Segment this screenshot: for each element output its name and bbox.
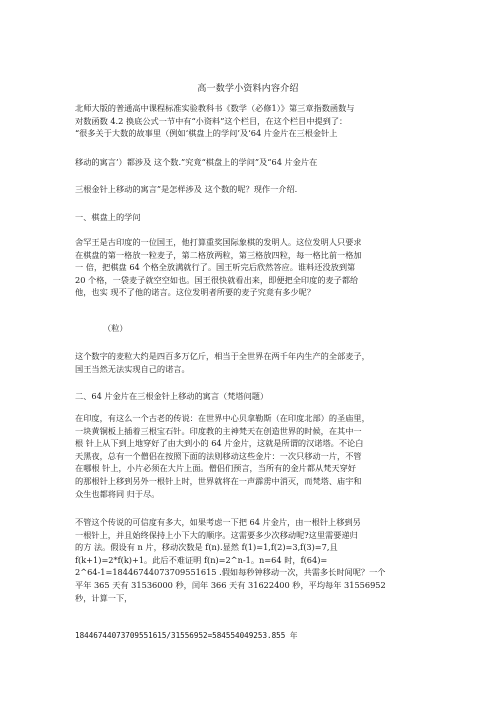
paragraph-line: 一块黄铜板上插着三根宝石针。印度教的主神梵天在创造世界的时候，在其中一: [75, 425, 362, 436]
paragraph-line: 秒，计算一下，: [75, 592, 133, 603]
paragraph-line: 在印度，有这么一个古老的传说：在世界中心贝拿勒斯（在印度北部）的圣庙里，: [75, 413, 370, 423]
section1-paragraph: [75, 236, 431, 299]
final-calculation: 18446744073709551615/31556952=584554049253.855 年: [75, 631, 298, 640]
paragraph-line: 在棋盘的第一格放一粒麦子，第二格放两粒，第三格放四粒，每一格比前一格加: [75, 249, 362, 260]
paragraph-line: 在哪根 针上，小片必须在大片上面。僧侣们预言，当所有的金片都从梵天穿好: [75, 463, 356, 474]
paragraph-line: f(k+1)=2*f(k)+1。此后不难证明 f(n)=2^n-1。n=64 时，f(64)=: [75, 554, 328, 565]
section2-heading: 二、64 片金片在三根金针上移动的寓言（梵塔问题）: [75, 391, 269, 401]
unit-note: （粒）: [103, 323, 128, 333]
section1-conclusion: [75, 350, 431, 375]
paragraph-line: 众生也都将同 归于尽。: [75, 488, 160, 499]
intro-line: 对数函数 4.2 换底公式一节中有“小资料”这个栏目，在这个栏目中提到了：: [75, 115, 348, 126]
paragraph-line: 天黑夜，总有一个僧侣在按照下面的法则移动这些金片：一次只移动一片，不管: [75, 450, 362, 461]
paragraph-line: 不管这个传说的可信度有多大，如果考虑一下把 64 片金片，由一根针上移到另: [75, 517, 361, 527]
paragraph-line: 根 针上从下到上地穿好了由大到小的 64 片金片，这就是所谓的汉诺塔。不论白: [75, 438, 364, 449]
section2-paragraph: [75, 412, 431, 500]
intro-line: 北师大版的普通高中课程标准实验教科书《数学（必修1）》第三章指数函数与: [75, 103, 355, 113]
paragraph-line: 的那根针上移到另外一根针上时，世界就将在一声霹雳中消灭，而梵塔、庙宇和: [75, 475, 362, 486]
paragraph-line: 的方 法。假设有 n 片，移动次数是 f(n).显然 f(1)=1,f(2)=3,f(3)=7,且: [75, 542, 338, 553]
section1-heading: 一、棋盘上的学问: [75, 212, 141, 222]
intro-paragraph: [75, 102, 431, 140]
intro-line-4: 移动的寓言’）都涉及 这个数.”究竟“棋盘上的学问”及“64 片金片在: [75, 157, 318, 167]
paragraph-line: 2^64-1=18446744073709551615 .假如每秒钟移动一次，共需多长时间呢？一个: [75, 567, 386, 578]
section2-analysis: [75, 516, 431, 604]
paragraph-line: 这个数字的麦粒大约是四百多万亿斤，相当于全世界在两千年内生产的全部麦子，: [75, 351, 370, 361]
paragraph-line: 一根针上，并且始终保持上小下大的顺序。这需要多少次移动呢?这里需要递归: [75, 529, 358, 540]
paragraph-line: 国王当然无法实现自己的诺言。: [75, 363, 190, 374]
paragraph-line: 一 倍，把棋盘 64 个格全放满就行了。国王听完后欣然答应。谁料还没放到第: [75, 262, 356, 273]
paragraph-line: 20 个格，一袋麦子就空空如也。国王很快就看出来，即便把全印度的麦子都给: [75, 274, 359, 285]
paragraph-line: 平年 365 天有 31536000 秒，闰年 366 天有 31622400 秒，平均每年 31556952: [75, 579, 386, 590]
paragraph-line: 他，也实 现不了他的诺言。这位发明者所要的麦子究竟有多少呢？: [75, 287, 316, 298]
intro-line: “很多关于大数的故事里（例如‘棋盘上的学问’及‘64 片金片在三根金针上: [75, 128, 338, 139]
intro-line-5: 三根金针上移动的寓言”是怎样涉及 这个数的呢？现作一介绍.: [75, 184, 298, 194]
document-title: 高一数学小资料内容介绍: [197, 84, 299, 94]
paragraph-line: 舍罕王是古印度的一位国王，他打算重奖国际象棋的发明人。这位发明人只要求: [75, 237, 362, 247]
